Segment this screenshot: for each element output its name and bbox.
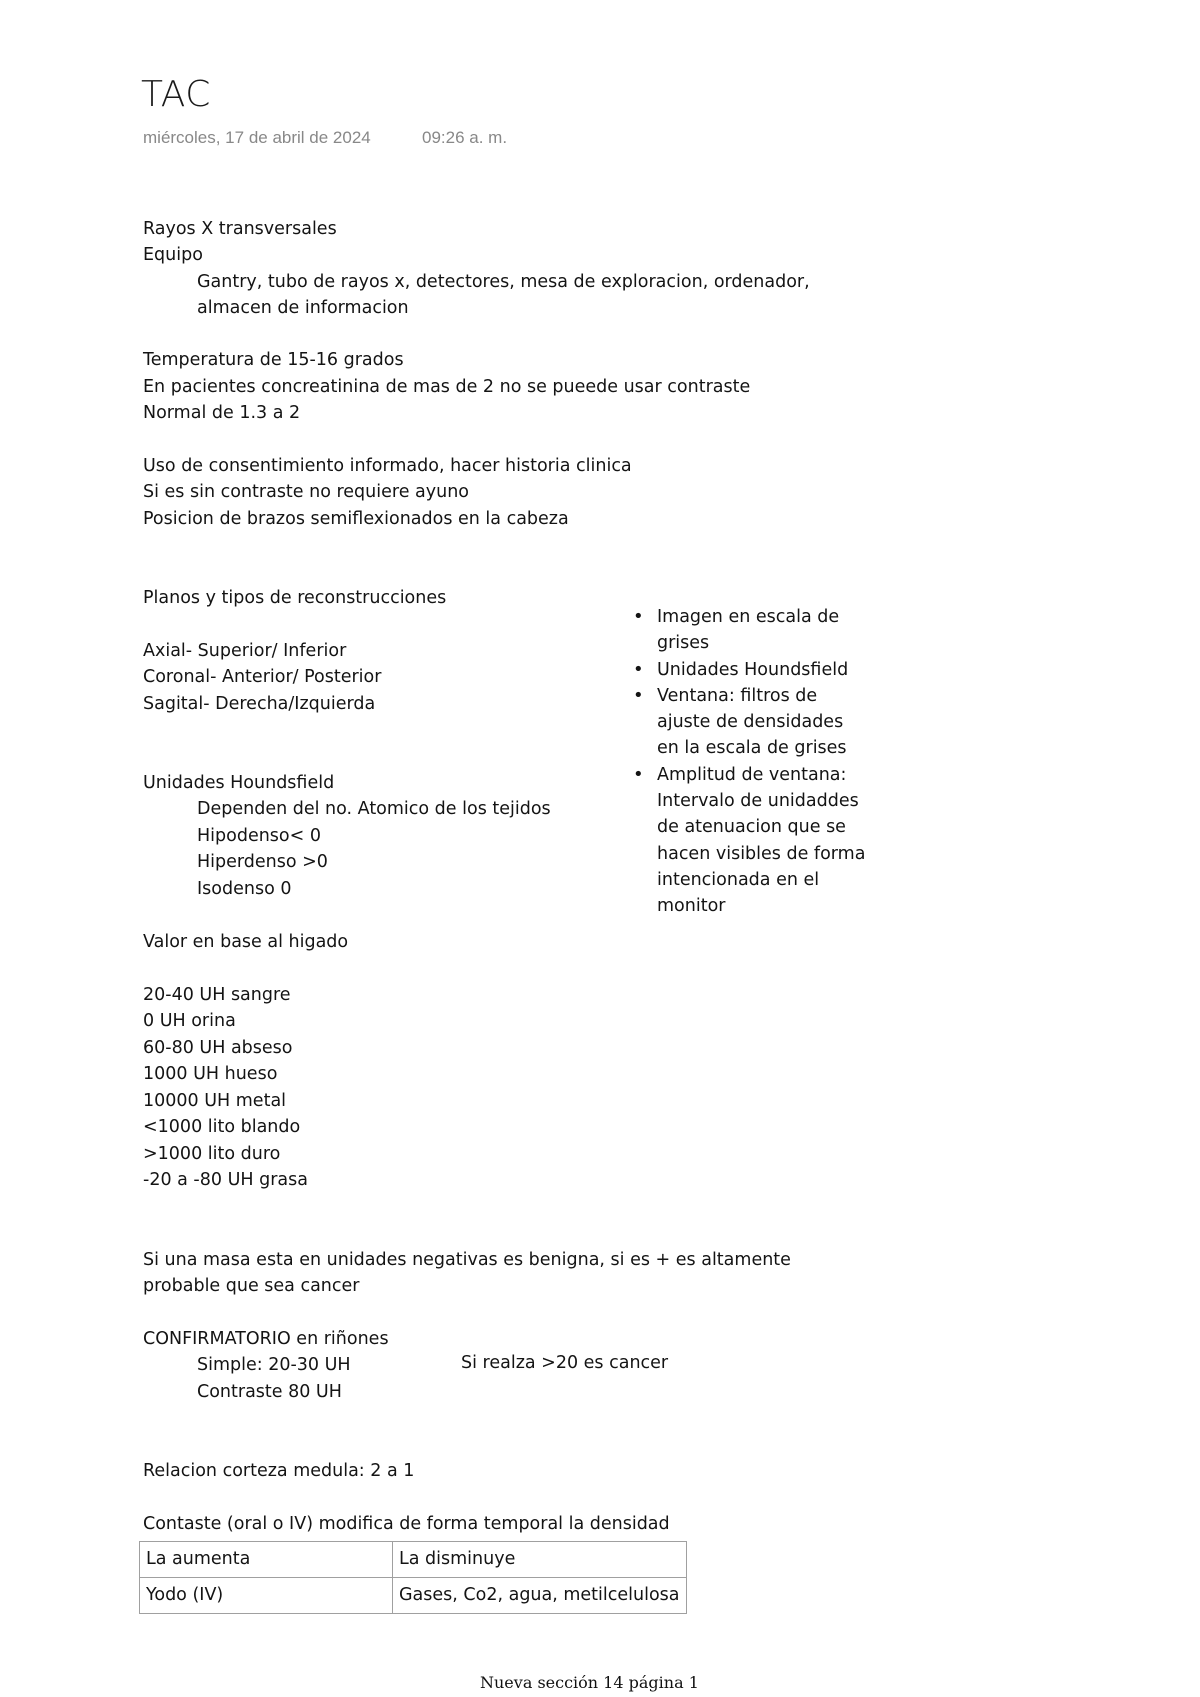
note-line: 60-80 UH abseso (143, 1038, 293, 1058)
note-line: Contaste (oral o IV) modifica de forma temporal la densidad (143, 1514, 670, 1534)
page-date: miércoles, 17 de abril de 2024 (143, 128, 371, 147)
note-line: -20 a -80 UH grasa (143, 1170, 308, 1190)
note-line: 1000 UH hueso (143, 1064, 278, 1084)
page-time: 09:26 a. m. (422, 128, 508, 147)
bullet-list (627, 604, 867, 920)
note-line: Planos y tipos de reconstrucciones (143, 588, 447, 608)
note-line: almacen de informacion (197, 298, 409, 318)
note-line: Isodenso 0 (197, 879, 292, 899)
table-cell: Yodo (IV) (140, 1578, 393, 1614)
note-line: Coronal- Anterior/ Posterior (143, 667, 382, 687)
note-line: Si realza >20 es cancer (461, 1353, 669, 1373)
note-line: Rayos X transversales (143, 219, 337, 239)
note-line: Simple: 20-30 UH (197, 1355, 351, 1375)
note-line: Dependen del no. Atomico de los tejidos (197, 799, 551, 819)
note-line: Uso de consentimiento informado, hacer historia clinica (143, 456, 632, 476)
note-line: Posicion de brazos semiflexionados en la cabeza (143, 509, 569, 529)
bullet-item: • Imagen en escala de grises (627, 604, 867, 657)
note-line: Sagital- Derecha/Izquierda (143, 694, 376, 714)
note-line: Temperatura de 15-16 grados (143, 350, 404, 370)
note-line: <1000 lito blando (143, 1117, 301, 1137)
note-line: Contraste 80 UH (197, 1382, 342, 1402)
note-line: probable que sea cancer (143, 1276, 360, 1296)
note-line: 10000 UH metal (143, 1091, 287, 1111)
note-line: Si una masa esta en unidades negativas es benigna, si es + es altamente (143, 1250, 791, 1270)
table-row (140, 1578, 687, 1614)
note-line: Normal de 1.3 a 2 (143, 403, 301, 423)
table-cell: Gases, Co2, agua, metilcelulosa (393, 1578, 687, 1614)
note-line: Unidades Houndsfield (143, 773, 335, 793)
table-row (140, 1542, 687, 1578)
note-line: Relacion corteza medula: 2 a 1 (143, 1461, 415, 1481)
note-line: En pacientes concreatinina de mas de 2 no se pueede usar contraste (143, 377, 751, 397)
table-cell: La aumenta (140, 1542, 393, 1578)
note-line: >1000 lito duro (143, 1144, 281, 1164)
page-title: TAC (141, 74, 211, 115)
note-line: Valor en base al higado (143, 932, 349, 952)
note-line: 20-40 UH sangre (143, 985, 291, 1005)
note-line: Equipo (143, 245, 203, 265)
note-line: Si es sin contraste no requiere ayuno (143, 482, 469, 502)
contrast-table (139, 1541, 687, 1614)
bullet-item: • Unidades Houndsfield (627, 657, 867, 683)
page-footer: Nueva sección 14 página 1 (480, 1673, 699, 1692)
bullet-item: • Amplitud de ventana: Intervalo de unidaddes de atenuacion que se hacen visibles de forma intencionada en el monitor (627, 762, 867, 920)
note-line: 0 UH orina (143, 1011, 236, 1031)
table-cell: La disminuye (393, 1542, 687, 1578)
bullet-item: • Ventana: filtros de ajuste de densidades en la escala de grises (627, 683, 867, 762)
note-line: Gantry, tubo de rayos x, detectores, mesa de exploracion, ordenador, (197, 272, 810, 292)
note-line: Hipodenso< 0 (197, 826, 321, 846)
note-line: Axial- Superior/ Inferior (143, 641, 347, 661)
note-line: CONFIRMATORIO en riñones (143, 1329, 389, 1349)
note-line: Hiperdenso >0 (197, 852, 328, 872)
